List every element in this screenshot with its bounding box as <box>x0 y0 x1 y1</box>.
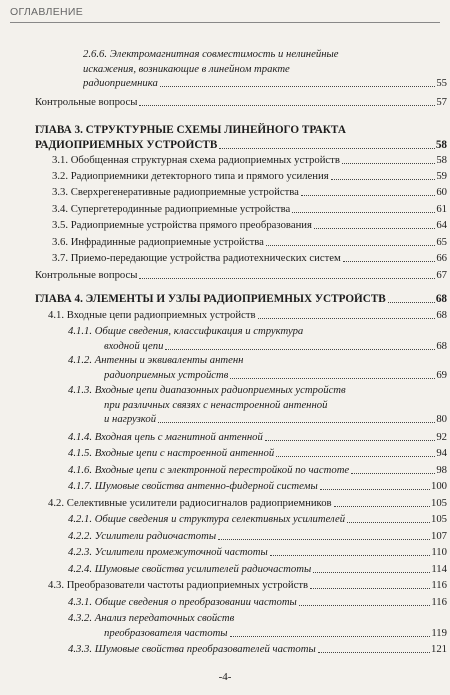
toc-page-number: 80 <box>436 413 447 425</box>
toc-entry-number: 3.5. <box>52 219 69 231</box>
dot-leader <box>258 318 436 319</box>
toc-entry-title <box>48 579 308 592</box>
toc-entry <box>104 627 447 640</box>
toc-entry <box>52 236 447 249</box>
dot-leader <box>310 588 430 589</box>
toc-entry-title <box>68 563 311 576</box>
toc-entry-line: радиоприемных устройств <box>104 368 229 381</box>
toc-entry-line <box>68 384 346 397</box>
toc-page-number: 60 <box>436 186 447 198</box>
toc-entry-line: Преобразователи частоты радиоприемных устройств <box>66 579 309 591</box>
toc-page-number: 121 <box>430 643 447 655</box>
toc-page-number: 105 <box>430 497 447 509</box>
toc-entry-number: 4.1.5. <box>68 447 93 459</box>
dot-leader <box>230 378 435 379</box>
toc-entry <box>35 139 447 152</box>
toc-entry-title <box>48 309 256 322</box>
toc-entry-line: Шумовые свойства преобразователей частоты <box>94 643 316 655</box>
toc-entry-line: Общие сведения о преобразовании частоты <box>94 596 297 608</box>
toc-entry-line <box>83 48 338 61</box>
dot-leader <box>266 245 435 246</box>
dot-leader <box>276 456 435 457</box>
toc-page-number: 119 <box>431 626 447 639</box>
dot-leader <box>230 636 431 637</box>
toc-entry-number: ГЛАВА 3. <box>35 124 83 136</box>
toc-entry-line: Шумовые свойства усилителей радиочастоты <box>94 563 312 575</box>
toc-entry-line: Сверхрегенеративные радиоприемные устройства <box>70 186 299 198</box>
toc-entry-line: Шумовые свойства антенно-фидерной системы <box>94 480 318 492</box>
toc-page-number: 107 <box>430 530 447 542</box>
toc-entry-title <box>52 203 290 216</box>
toc-entry-text: Электромагнитная совместимость и нелинейные <box>109 48 339 60</box>
running-header: ОГЛАВЛЕНИЕ <box>10 6 84 18</box>
toc-entry-title <box>35 269 137 282</box>
toc-entry <box>48 579 447 592</box>
toc-entry <box>35 269 447 282</box>
toc-entry-line: Селективные усилители радиосигналов радиоприемников <box>66 497 332 509</box>
toc-entry-line <box>68 354 243 367</box>
toc-page-number: 68 <box>436 339 447 352</box>
toc-page-number: 98 <box>436 464 447 476</box>
toc-entry-number: 3.3. <box>52 186 69 198</box>
toc-entry-line <box>104 399 327 412</box>
toc-entry-title <box>104 340 163 353</box>
toc-page-number: 69 <box>436 368 447 381</box>
toc-entry-number: 4.2.3. <box>68 546 93 558</box>
toc-entry-title <box>68 480 318 493</box>
toc-entry-title <box>52 252 341 265</box>
toc-entry-number: 4.3.2. <box>68 612 93 624</box>
toc-entry <box>52 186 447 199</box>
toc-entry-line: входной цепи <box>104 339 164 352</box>
dot-leader <box>165 349 435 350</box>
dot-leader <box>334 506 430 507</box>
toc-entry-number: 4.1.7. <box>68 480 93 492</box>
toc-entry <box>52 170 447 183</box>
toc-entry-line <box>68 612 234 625</box>
toc-entry-title <box>35 293 386 306</box>
toc-entry-line: Входные цепи с электронной перестройкой по частоте <box>94 464 350 476</box>
toc-page-number: 92 <box>436 431 447 443</box>
toc-page-number: 100 <box>430 480 447 492</box>
toc-page-number: 57 <box>436 96 447 108</box>
toc-entry-number: 4.3. <box>48 579 65 591</box>
toc-entry <box>35 293 447 306</box>
toc-entry-text: при различных связях с ненастроенной антенной <box>104 398 328 411</box>
toc-page-number: 66 <box>436 252 447 264</box>
toc-entry-line: Инфрадинные радиоприемные устройства <box>70 236 264 248</box>
toc-entry-text: Общие сведения, классификация и структура <box>94 325 304 337</box>
dot-leader <box>299 605 431 606</box>
toc-entry <box>68 546 447 559</box>
toc-entry-title <box>48 497 332 510</box>
toc-page-number: 65 <box>436 236 447 248</box>
toc-entry-line: Радиоприемники детекторного типа и прямого усиления <box>70 170 329 182</box>
toc-entry-number: 4.1.4. <box>68 431 93 443</box>
toc-entry-line: Радиоприемные устройства прямого преобразования <box>70 219 312 231</box>
toc-entry-title <box>68 530 216 543</box>
dot-leader <box>292 212 435 213</box>
toc-entry-number: 4.2.2. <box>68 530 93 542</box>
toc-entry-text: Анализ передаточных свойств <box>94 612 235 624</box>
toc-entry <box>104 413 447 426</box>
toc-entry-number: 3.1. <box>52 154 69 166</box>
toc-entry-line: Контрольные вопросы <box>35 269 138 281</box>
header-rule <box>10 22 440 23</box>
toc-entry <box>68 643 447 656</box>
toc-page-number: 110 <box>431 546 447 558</box>
toc-entry-number: 3.4. <box>52 203 69 215</box>
toc-entry <box>104 340 447 353</box>
toc-entry <box>68 596 447 609</box>
toc-entry-number: 3.7. <box>52 252 69 264</box>
toc-page-number: 64 <box>436 219 447 231</box>
toc-entry-number: ГЛАВА 4. <box>35 293 83 305</box>
dot-leader <box>331 179 436 180</box>
toc-entry-title <box>68 546 268 559</box>
toc-entry-line <box>83 63 290 76</box>
toc-entry-title <box>68 513 345 526</box>
toc-entry-number: 4.1.6. <box>68 464 93 476</box>
toc-entry-title <box>104 413 156 426</box>
toc-entry-number: 4.3.1. <box>68 596 93 608</box>
toc-entry <box>68 530 447 543</box>
dot-leader <box>158 422 435 423</box>
toc-entry-line: Входные цепи с настроенной антенной <box>94 447 275 459</box>
dot-leader <box>318 652 430 653</box>
toc-page-number: 55 <box>436 77 447 89</box>
dot-leader <box>270 555 431 556</box>
dot-leader <box>139 105 435 106</box>
toc-entry <box>68 447 447 460</box>
toc-entry-number: 4.1.3. <box>68 384 93 396</box>
toc-entry-line: радиоприемника <box>83 77 158 89</box>
toc-entry-title <box>68 596 297 609</box>
toc-page-number: 68 <box>436 309 447 321</box>
toc-entry-number: 4.2.1. <box>68 513 93 525</box>
toc-entry-line: преобразователя частоты <box>104 626 228 639</box>
toc-entry-line: Усилители промежуточной частоты <box>94 546 268 558</box>
toc-entry-title <box>68 431 263 444</box>
toc-page-number: 94 <box>436 447 447 459</box>
toc-entry-title <box>35 96 137 109</box>
toc-entry-line: Обобщенная структурная схема радиоприемных устройств <box>70 154 340 166</box>
dot-leader <box>314 228 435 229</box>
dot-leader <box>342 163 435 164</box>
toc-page-number: 68 <box>435 293 447 305</box>
toc-entry <box>48 309 447 322</box>
toc-entry-line: Контрольные вопросы <box>35 96 138 108</box>
toc-entry <box>104 369 447 382</box>
toc-entry-title <box>68 447 274 460</box>
toc-entry <box>52 219 447 232</box>
toc-entry-title <box>104 627 228 640</box>
toc-entry-title <box>52 170 329 183</box>
toc-entry-line: Супергетеродинные радиоприемные устройства <box>70 203 291 215</box>
toc-entry-number: 3.6. <box>52 236 69 248</box>
toc-entry <box>35 96 447 109</box>
toc-page-number: 67 <box>436 269 447 281</box>
toc-entry-text: Входные цепи диапазонных радиоприемных устройств <box>94 384 346 396</box>
toc-entry-title <box>68 464 349 477</box>
toc-page-number: 58 <box>436 154 447 166</box>
dot-leader <box>219 148 434 149</box>
toc-entry-number: 2.6.6. <box>83 48 108 60</box>
toc-entry-line: ЭЛЕМЕНТЫ И УЗЛЫ РАДИОПРИЕМНЫХ УСТРОЙСТВ <box>85 293 386 305</box>
dot-leader <box>320 489 430 490</box>
dot-leader <box>388 302 435 303</box>
toc-entry-number: 4.1.2. <box>68 354 93 366</box>
toc-entry <box>68 513 447 526</box>
toc-entry-number: 3.2. <box>52 170 69 182</box>
toc-entry-title <box>52 186 299 199</box>
toc-entry <box>52 252 447 265</box>
toc-entry-text: Антенны и эквиваленты антенн <box>94 354 244 366</box>
toc-entry-line <box>68 325 303 338</box>
toc-page-number: 114 <box>431 563 447 575</box>
toc-entry-text: СТРУКТУРНЫЕ СХЕМЫ ЛИНЕЙНОГО ТРАКТА <box>85 124 346 136</box>
toc-entry-line: РАДИОПРИЕМНЫХ УСТРОЙСТВ <box>35 138 218 151</box>
dot-leader <box>139 278 435 279</box>
toc-entry-title <box>52 236 264 249</box>
dot-leader <box>351 473 435 474</box>
toc-page-number: 58 <box>435 138 447 151</box>
toc-entry-title <box>104 369 228 382</box>
toc-page-number: 116 <box>431 579 447 591</box>
dot-leader <box>160 86 435 87</box>
toc-entry-line: и нагрузкой <box>104 413 157 425</box>
dot-leader <box>265 440 435 441</box>
toc-entry-number: 4.3.3. <box>68 643 93 655</box>
toc-entry <box>48 497 447 510</box>
toc-entry-number: 4.2.4. <box>68 563 93 575</box>
toc-entry <box>52 203 447 216</box>
dot-leader <box>301 195 435 196</box>
toc-entry <box>68 480 447 493</box>
toc-entry-text: искажения, возникающие в линейном тракте <box>83 62 290 75</box>
page-number: -4- <box>218 671 232 683</box>
toc-entry-line: Входные цепи радиоприемных устройств <box>66 309 256 321</box>
toc-page-number: 59 <box>436 170 447 182</box>
toc-entry-number: 4.2. <box>48 497 65 509</box>
toc-entry-title <box>52 154 340 167</box>
toc-entry-line: Входная цепь с магнитной антенной <box>94 431 263 443</box>
toc-entry-title <box>68 643 316 656</box>
toc-page-number: 61 <box>436 203 447 215</box>
toc-entry-title <box>83 77 158 90</box>
dot-leader <box>347 522 430 523</box>
toc-entry <box>68 464 447 477</box>
toc-entry <box>68 431 447 444</box>
toc-entry-title <box>35 139 217 152</box>
dot-leader <box>343 261 436 262</box>
toc-entry <box>52 154 447 167</box>
dot-leader <box>313 572 430 573</box>
toc-entry-line: Общие сведения и структура селективных усилителей <box>94 513 346 525</box>
toc-entry-number: 4.1. <box>48 309 65 321</box>
toc-page-number: 105 <box>430 513 447 525</box>
toc-entry <box>68 563 447 576</box>
toc-entry-line: Усилители радиочастоты <box>94 530 217 542</box>
toc-entry-line <box>35 124 346 137</box>
dot-leader <box>218 539 430 540</box>
toc-page-number: 116 <box>431 596 447 608</box>
toc-entry-title <box>52 219 312 232</box>
toc-entry-line: Приемо-передающие устройства радиотехнических систем <box>70 252 341 264</box>
toc-entry <box>83 77 447 90</box>
toc-entry-number: 4.1.1. <box>68 325 93 337</box>
